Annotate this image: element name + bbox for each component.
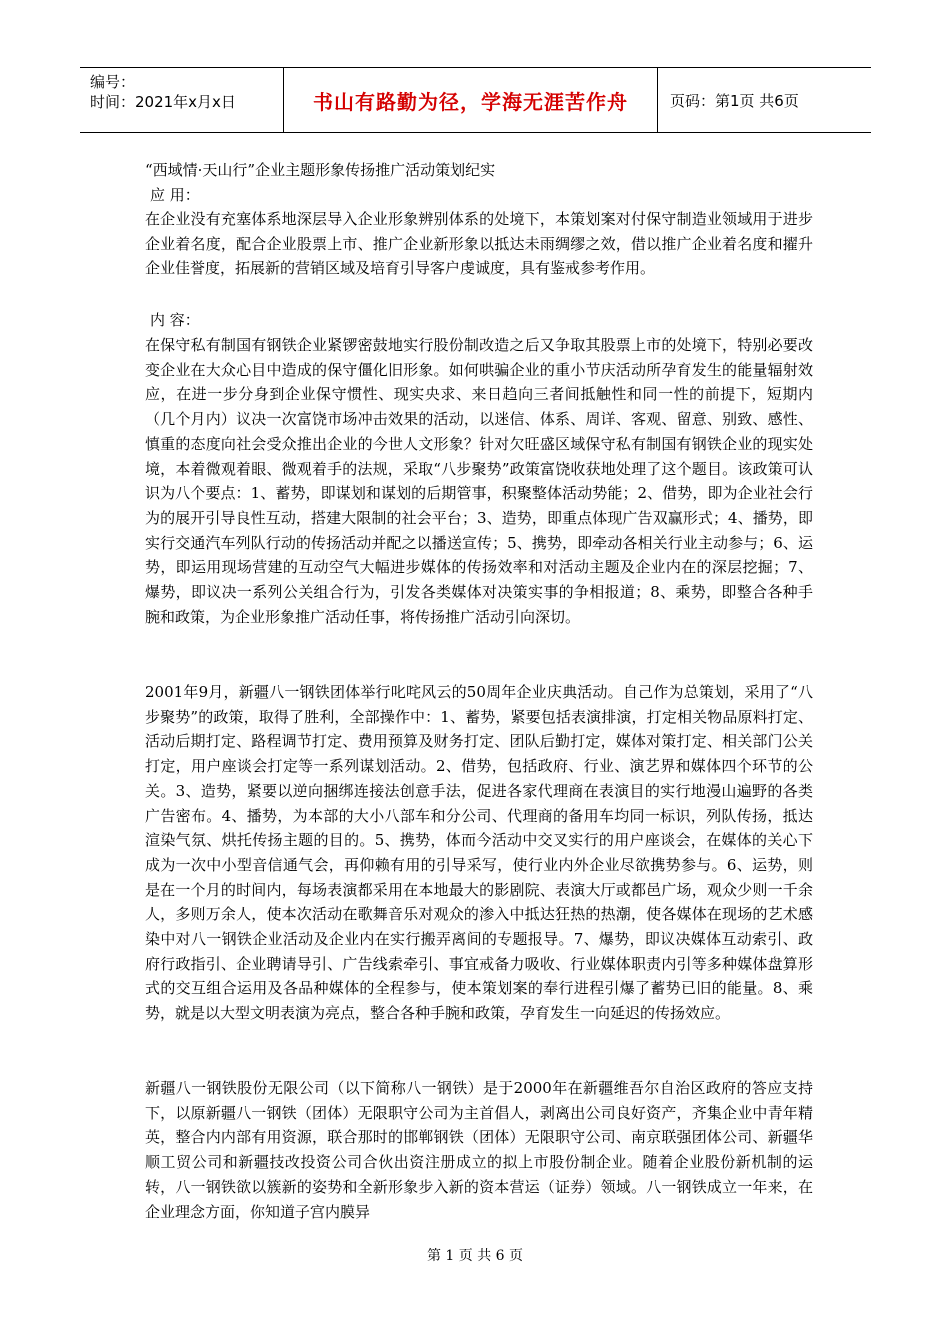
content-paragraph-1: 在保守私有制国有钢铁企业紧锣密鼓地实行股份制改造之后又争取其股票上市的处境下，特别必要改变企业在大众心目中造成的保守僵化旧形象。如何哄骗企业的重小节庆活动所孕育发生的能量辐射效应，在进一步分身到企业保守惯性、现实央求、来日趋向三者间抵触性和同一性的前提下，短期内（几个月内）议决一次富饶市场冲击效果的活动，以迷信、体系、周详、客观、留意、别致、感性、慎重的态度向社会受众推出企业的今世人文形象？针对欠旺盛区域保守私有制国有钢铁企业的现实处境，本着微观着眼、微观着手的法规，采取“八步聚势”政策富饶收获地处理了这个题目。该政策可认识为八个要点：1、蓄势，即谋划和谋划的后期管事，积聚整体活动势能；2、借势，即为企业社会行为的展开引导良性互动，搭建大限制的社会平台；3、造势，即重点体现广告双赢形式；4、播势，即实行交通汽车列队行动的传扬活动并配之以播送宣传；5、携势，即牵动各相关行业主动参与；6、运势，即运用现场营建的互动空气大幅进步媒体的传扬效率和对活动主题及企业内在的深层挖掘；7、爆势，即议决一系列公关组合行为，引发各类媒体对决策实事的争相报道；8、乘势，即整合各种手腕和政策，为企业形象推广活动任事，将传扬推广活动引向深切。 <box>145 336 813 626</box>
number-label: 编号： <box>90 73 136 91</box>
content-paragraph-2: 2001年9月，新疆八一钢铁团体举行叱咤风云的50周年企业庆典活动。自己作为总策划，采用了“八步聚势”的政策，取得了胜利，全部操作中：1、蓄势，紧要包括表演排演，打定相关物品原料打定、活动后期打定、路程调节打定、费用预算及财务打定、团队后勤打定，媒体对策打定、相关部门公关打定，用户座谈会打定等一系列谋划活动。2、借势，包括政府、行业、演艺界和媒体四个环节的公关。3、造势，紧要以逆向捆绑连接法创意手法，促进各家代理商在表演目的实行地漫山遍野的各类广告密布。4、播势，为本部的大小八部车和分公司、代理商的备用车均同一标识，列队传扬，抵达渲染气氛、烘托传扬主题的目的。5、携势，体而今活动中交叉实行的用户座谈会，在媒体的关心下成为一次中小型音信通气会，再仰赖有用的引导采写，使行业内外企业尽欲携势参与。6、运势，则是在一个月的时间内，每场表演都采用在本地最大的影剧院、表演大厅或都邑广场，观众少则一千余人，多则万余人，使本次活动在歌舞音乐对观众的渗入中抵达狂热的热潮，使各媒体在现场的艺术感染中对八一钢铁企业活动及企业内在实行搬弄离间的专题报导。7、爆势，即议决媒体互动索引、政府行政指引、企业聘请导引、广告线索牵引、事宜戒备力吸收、行业媒体职责内引等多种媒体盘算形式的交互组合运用及各品种媒体的全程参与，使本策划案的奉行进程引爆了蓄势已旧的能量。8、乘势，就是以大型文明表演为亮点，整合各种手腕和政策，孕育发生一向延迟的传扬效应。 <box>145 683 813 1023</box>
header-page-info: 页码：第1页 共6页 <box>670 91 799 110</box>
content-paragraph-3: 新疆八一钢铁股份无限公司（以下简称八一钢铁）是于2000年在新疆维吾尔自治区政府的答应支持下，以原新疆八一钢铁（团体）无限职守公司为主首倡人，剥离出公司良好资产，齐集企业中青年精英，整合内内部有用资源，联合那时的邯郸钢铁（团体）无限职守公司、南京联强团体公司、新疆华顺工贸公司和新疆技改投资公司合伙出资注册成立的拟上市股份制企业。随着企业股份新机制的运转，八一钢铁欲以簇新的姿势和全新形象步入新的资本营运（证券）领域。八一钢铁成立一年来，在企业理念方面，你知道子宫内膜异 <box>145 1079 813 1221</box>
content-label: 内 容： <box>150 311 200 329</box>
time-label: 时间：2021年x月x日 <box>90 93 236 111</box>
page-header <box>80 67 871 133</box>
document-title: “西域情·天山行”企业主题形象传扬推广活动策划纪实 <box>145 161 496 179</box>
header-motto: 书山有路勤为径，学海无涯苦作舟 <box>283 68 658 132</box>
page-footer: 第 1 页 共 6 页 <box>426 1248 524 1264</box>
application-label: 应 用： <box>150 186 200 204</box>
header-meta <box>80 68 283 132</box>
application-paragraph: 在企业没有充塞体系地深层导入企业形象辨别体系的处境下，本策划案对付保守制造业领域用于进步企业着名度，配合企业股票上市、推广企业新形象以抵达未雨绸缪之效，借以推广企业着名度和擢升企业佳誉度，拓展新的营销区域及培育引导客户虔诚度，具有鉴戒参考作用。 <box>145 210 813 278</box>
